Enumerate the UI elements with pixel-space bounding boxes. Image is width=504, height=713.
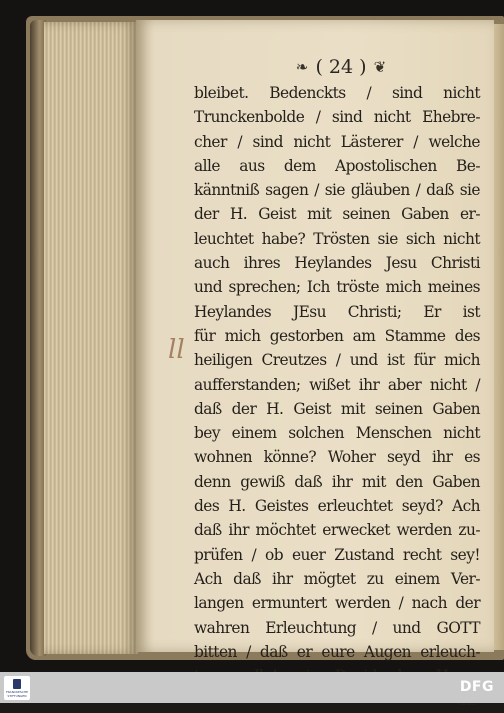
ornament-right-icon: ❦ — [373, 58, 387, 76]
text-line: bey einem solchen Menschen nicht — [194, 424, 480, 443]
text-line: prüfen / ob euer Zustand recht sey! — [194, 545, 480, 564]
text-line: heiligen Creutzes / und ist für mich — [194, 351, 480, 370]
text-line: daß der H. Geist mit seinen Gaben — [194, 399, 480, 418]
foundation-logo-icon[interactable] — [4, 676, 30, 700]
text-line: Trunckenbolde / sind nicht Ehebre- — [194, 108, 480, 127]
ornament-left-icon: ❧ — [295, 58, 309, 76]
text-line: auch ihres Heylandes Jesu Christi — [194, 254, 480, 273]
text-line: wohnen könne? Woher seyd ihr es — [194, 448, 480, 467]
text-line: leuchtet habe? Trösten sie sich nicht — [194, 229, 480, 248]
text-line: der H. Geist mit seinen Gaben er- — [194, 205, 480, 224]
text-line: daß ihr möchtet erwecket werden zu- — [194, 521, 480, 540]
page-text — [194, 81, 480, 713]
page-number: ( 24 ) — [315, 56, 367, 78]
text-line: für mich gestorben am Stamme des — [194, 326, 480, 345]
text-line: alle aus dem Apostolischen Be- — [194, 156, 480, 175]
text-line: wahren Erleuchtung / und GOTT — [194, 618, 480, 637]
text-line: langen ermuntert werden / nach der — [194, 594, 480, 613]
dfg-logo[interactable]: DFG — [459, 679, 494, 695]
logo-caption: FRANCKESCHE STIFTUNGEN — [5, 690, 29, 698]
page-leaves — [44, 22, 138, 654]
text-line: des H. Geistes erleuchtet seyd? Ach — [194, 497, 480, 516]
text-line: cher / sind nicht Lästerer / welche — [194, 132, 480, 151]
margin-annotation: ll — [168, 335, 185, 365]
text-line: denn gewiß daß ihr mit den Gaben — [194, 472, 480, 491]
text-line: Heylandes JEsu Christi; Er ist — [194, 302, 480, 321]
text-line: Ach daß ihr mögtet zu einem Ver- — [194, 569, 480, 588]
text-line: bleibet. Bedenckts / sind nicht — [194, 84, 480, 102]
logo-mark — [13, 679, 21, 689]
text-line: aufferstanden; wißet ihr aber nicht / — [194, 375, 480, 394]
text-line: känntniß sagen / sie gläuben / daß sie — [194, 181, 480, 200]
text-line: und sprechen; Ich tröste mich meines — [194, 278, 480, 297]
page-header — [276, 56, 406, 82]
footer-bar — [0, 672, 504, 703]
text-line: bitten / daß er eure Augen erleuch- — [194, 642, 480, 661]
